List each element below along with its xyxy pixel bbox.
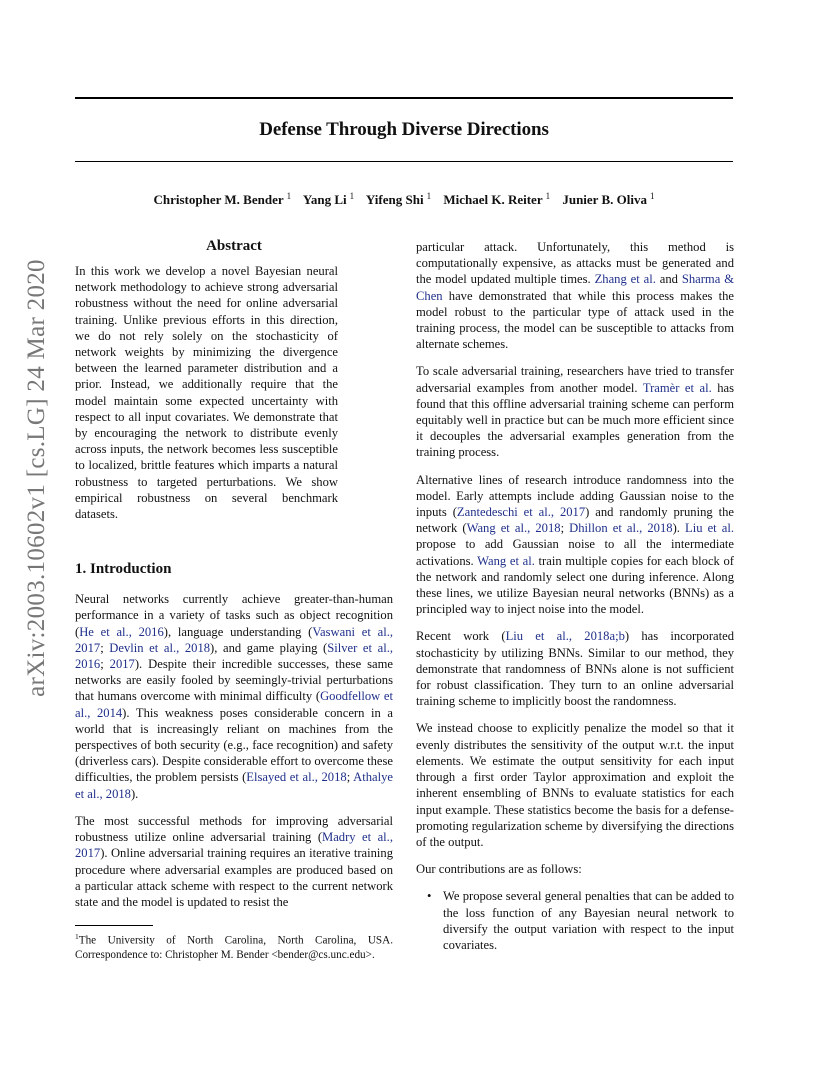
arxiv-stamp [22,259,52,697]
body-paragraph: Recent work (Liu et al., 2018a;b) has incorporated stochasticity by utilizing BNNs. Similar to our method, they demonstrate that randomness of BNNs alone is not sufficient for robust classification. They turn to an online adversarial training scheme to implicitly boost the randomness. [416,629,735,709]
contributions-list [416,888,734,953]
citation-link[interactable]: Tramèr et al. [642,380,712,395]
bullet-icon: • [427,889,432,904]
affiliation-mark: 1 [545,191,551,201]
citation-link[interactable]: Zantedeschi et al., 2017 [456,505,586,520]
list-item: • We propose several general penalties that can be added to the loss function of any Bayesian neural network to diversify the output variation with respect to the input covariates. [427,889,734,952]
left-column [75,236,393,962]
citation-link[interactable]: Devlin et al., 2018 [109,640,211,655]
affiliation-mark: 1 [649,191,655,201]
footnote-rule [75,925,153,926]
citation-link[interactable]: Athalye et al., 2018 [75,770,394,801]
author: Christopher M. Bender [153,192,284,207]
abstract-body: In this work we develop a novel Bayesian neural network methodology to achieve strong adversarial robustness without the need for online adversarial training. Unlike previous efforts in this direction, we do not rely solely on the stochasticity of network weights by minimizing the divergence between the learned parameter distribution and a prior. Instead, we additionally require that the model maintain some expected uncertainty with respect to all input covariates. We demonstrate that by encouraging the network to distribute evenly across inputs, the network becomes less susceptible to localized, brittle features which imparts a natural robustness to targeted perturbations. We show empirical robustness on several benchmark datasets. [75,264,338,522]
affiliation-mark: 1 [426,191,432,201]
body-paragraph: We instead choose to explicitly penalize the model so that it evenly distributes the sensitivity of the output w.r.t. the input elements. We estimate the output sensitivity for each input through a first order Taylor approximation and exploit the inherent ensembling of BNNs to evaluate statistics for each input example. These statistics become the basis for a defense-promoting regularization scheme by diversifying the directions of the output. [416,721,734,849]
author: Yang Li [302,192,347,207]
section-heading-introduction: 1. Introduction [75,561,172,578]
title-top-rule [75,97,733,99]
body-paragraph: particular attack. Unfortunately, this method is computationally expensive, as attacks must be generated and the model updated multiple times. Zhang et al. and Sharma & Chen have demonstrated that while this process makes the model robust to the particular type of attack used in the training process, the model can be susceptible to attacks from alternate schemes. [416,240,734,352]
author: Michael K. Reiter [443,192,543,207]
citation-link[interactable]: Elsayed et al., 2018 [246,770,347,785]
affiliation-mark: 1 [286,191,292,201]
citation-link[interactable]: Sharma & Chen [416,272,734,303]
abstract-heading: Abstract [206,238,262,254]
right-column [416,239,734,953]
paper-title: Defense Through Diverse Directions [259,119,549,140]
body-paragraph: Alternative lines of research introduce randomness into the model. Early attempts include adding Gaussian noise to the inputs (Zantedeschi et al., 2017) and randomly pruning the network (Wang et al., 2018; Dhillon et al., 2018). Liu et al. propose to add Gaussian noise to all the intermediate activations. Wang et al. train multiple copies for each block of the network and randomly select one during inference. Along these lines, we utilize Bayesian neural networks (BNNs) as a principled way to inject noise into the model. [416,472,734,617]
citation-link[interactable]: Vaswani et al., 2017 [75,624,393,655]
body-paragraph: To scale adversarial training, researchers have tried to transfer adversarial examples from another model. Tramèr et al. has found that this offline adversarial training scheme can perform equitably well in practice but can be much more efficient since it decouples the adversarial examples generation from the training process. [416,364,734,460]
author: Junier B. Oliva [562,192,647,207]
citation-link[interactable]: Liu et al. [685,521,734,536]
footnote-affiliation: $^1$The University of North Carolina, North Carolina, USA. Correspondence to: Christopher M. Bender <bender@cs.unc.edu>. [75,932,393,961]
citation-link[interactable]: Wang et al., 2018 [466,521,561,536]
intro-paragraph: The most successful methods for improving adversarial robustness utilize online adversarial training (Madry et al., 2017). Online adversarial training requires an iterative training procedure where adversarial examples are produced based on a particular attack scheme with respect to the current network state and the model is updated to resist the [75,813,393,909]
citation-link[interactable]: 2017 [109,657,135,672]
author-list [75,191,733,208]
citation-link[interactable]: Liu et al., 2018a;b [505,629,625,644]
arxiv-identifier: arXiv:2003.10602v1 [cs.LG] 24 Mar 2020 [23,259,50,697]
citation-link[interactable]: Wang et al. [477,553,535,568]
intro-paragraph: Neural networks currently achieve greater-than-human performance in a variety of tasks such as object recognition (He et al., 2016), language understanding (Vaswani et al., 2017; Devlin et al., 2018), and game playing (Silver et al., 2016; 2017). Despite their incredible successes, these same networks are easily fooled by seemingly-trivial perturbations that humans overcome with minimal difficulty (Goodfellow et al., 2014). This weakness poses considerable concern in a world that is increasingly reliant on machines from the perspectives of both security (e.g., face recognition) and safety (driverless cars). Despite considerable effort to overcome these difficulties, the problem persists (Elsayed et al., 2018; Athalye et al., 2018). [75,592,394,801]
citation-link[interactable]: He et al., 2016 [79,624,164,639]
citation-link[interactable]: Dhillon et al., 2018 [569,521,673,536]
author: Yifeng Shi [365,192,424,207]
body-paragraph: Our contributions are as follows: [416,862,582,877]
title-bottom-rule [75,161,733,162]
citation-link[interactable]: Madry et al., 2017 [75,830,393,861]
citation-link[interactable]: Goodfellow et al., 2014 [75,689,394,720]
affiliation-mark: 1 [349,191,355,201]
citation-link[interactable]: Silver et al., 2016 [75,640,393,672]
citation-link[interactable]: Zhang et al. [594,272,656,287]
